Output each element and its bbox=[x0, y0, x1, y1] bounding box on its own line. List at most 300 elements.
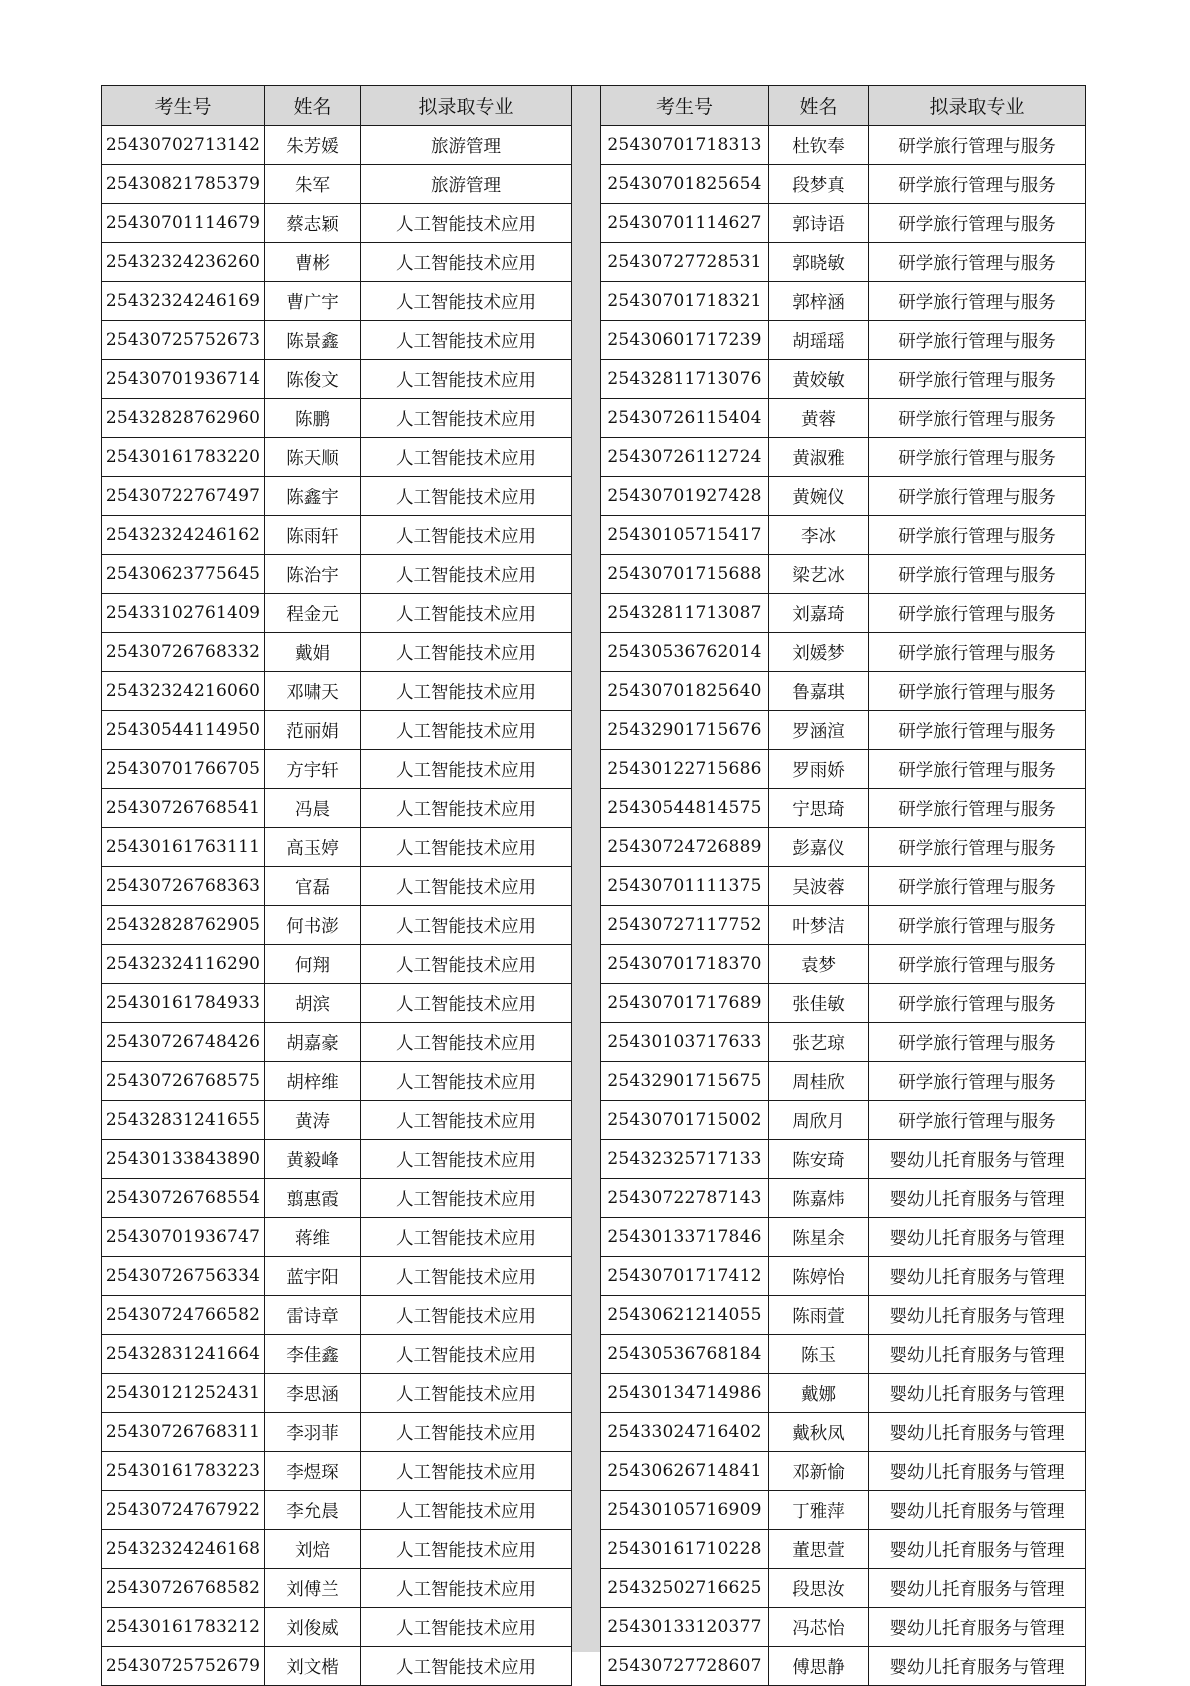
table-row bbox=[102, 1140, 572, 1179]
cell-name: 翦惠霞 bbox=[265, 1179, 361, 1218]
cell-major: 婴幼儿托育服务与管理 bbox=[869, 1530, 1086, 1569]
cell-exam-id: 25430103717633 bbox=[601, 1023, 769, 1062]
cell-exam-id: 25430701717412 bbox=[601, 1257, 769, 1296]
cell-name: 胡梓维 bbox=[265, 1062, 361, 1101]
cell-exam-id: 25430702713142 bbox=[102, 126, 265, 165]
cell-exam-id: 25430701715002 bbox=[601, 1101, 769, 1140]
table-row bbox=[601, 321, 1086, 360]
cell-exam-id: 25430701936747 bbox=[102, 1218, 265, 1257]
cell-exam-id: 25432325717133 bbox=[601, 1140, 769, 1179]
cell-name: 傅思静 bbox=[769, 1647, 869, 1686]
cell-major: 旅游管理 bbox=[361, 126, 572, 165]
cell-name: 何书澎 bbox=[265, 906, 361, 945]
cell-name: 蒋维 bbox=[265, 1218, 361, 1257]
cell-exam-id: 25430726748426 bbox=[102, 1023, 265, 1062]
cell-name: 刘嘉琦 bbox=[769, 594, 869, 633]
cell-major: 研学旅行管理与服务 bbox=[869, 438, 1086, 477]
table-row bbox=[601, 1647, 1086, 1686]
table-row bbox=[601, 1257, 1086, 1296]
cell-name: 蓝宇阳 bbox=[265, 1257, 361, 1296]
table-row bbox=[601, 1335, 1086, 1374]
cell-exam-id: 25430724767922 bbox=[102, 1491, 265, 1530]
cell-name: 丁雅萍 bbox=[769, 1491, 869, 1530]
table-row bbox=[601, 1101, 1086, 1140]
cell-major: 人工智能技术应用 bbox=[361, 1023, 572, 1062]
table-row bbox=[601, 1530, 1086, 1569]
cell-exam-id: 25430727117752 bbox=[601, 906, 769, 945]
table-row bbox=[601, 438, 1086, 477]
table-row bbox=[601, 1218, 1086, 1257]
header-exam-id: 考生号 bbox=[102, 86, 265, 126]
table-row bbox=[102, 1413, 572, 1452]
cell-major: 人工智能技术应用 bbox=[361, 984, 572, 1023]
cell-major: 研学旅行管理与服务 bbox=[869, 867, 1086, 906]
roster-body-right bbox=[601, 126, 1086, 1686]
cell-exam-id: 25430725752679 bbox=[102, 1647, 265, 1686]
cell-name: 胡滨 bbox=[265, 984, 361, 1023]
cell-name: 黄婉仪 bbox=[769, 477, 869, 516]
cell-name: 陈治宇 bbox=[265, 555, 361, 594]
cell-exam-id: 25430727728607 bbox=[601, 1647, 769, 1686]
cell-exam-id: 25430544114950 bbox=[102, 711, 265, 750]
cell-exam-id: 25430161783212 bbox=[102, 1608, 265, 1647]
table-row bbox=[102, 165, 572, 204]
cell-name: 胡嘉豪 bbox=[265, 1023, 361, 1062]
cell-name: 李煜琛 bbox=[265, 1452, 361, 1491]
table-row bbox=[102, 204, 572, 243]
table-row bbox=[601, 828, 1086, 867]
cell-major: 人工智能技术应用 bbox=[361, 1257, 572, 1296]
cell-major: 婴幼儿托育服务与管理 bbox=[869, 1257, 1086, 1296]
cell-name: 官磊 bbox=[265, 867, 361, 906]
cell-major: 人工智能技术应用 bbox=[361, 516, 572, 555]
cell-major: 婴幼儿托育服务与管理 bbox=[869, 1218, 1086, 1257]
cell-major: 研学旅行管理与服务 bbox=[869, 126, 1086, 165]
cell-exam-id: 25430701766705 bbox=[102, 750, 265, 789]
cell-exam-id: 25430726768582 bbox=[102, 1569, 265, 1608]
cell-name: 陈雨萱 bbox=[769, 1296, 869, 1335]
table-row bbox=[601, 165, 1086, 204]
admission-roster bbox=[101, 85, 1086, 1678]
cell-exam-id: 25430726112724 bbox=[601, 438, 769, 477]
cell-exam-id: 25432828762960 bbox=[102, 399, 265, 438]
cell-name: 朱芳媛 bbox=[265, 126, 361, 165]
table-row bbox=[102, 1647, 572, 1686]
cell-exam-id: 25430701718313 bbox=[601, 126, 769, 165]
cell-name: 陈玉 bbox=[769, 1335, 869, 1374]
cell-exam-id: 25430726115404 bbox=[601, 399, 769, 438]
header-name: 姓名 bbox=[769, 86, 869, 126]
table-row bbox=[102, 594, 572, 633]
cell-major: 研学旅行管理与服务 bbox=[869, 477, 1086, 516]
cell-name: 郭晓敏 bbox=[769, 243, 869, 282]
cell-exam-id: 25432324116290 bbox=[102, 945, 265, 984]
cell-exam-id: 25430623775645 bbox=[102, 555, 265, 594]
cell-major: 人工智能技术应用 bbox=[361, 1608, 572, 1647]
cell-exam-id: 25430726768541 bbox=[102, 789, 265, 828]
table-row bbox=[102, 984, 572, 1023]
table-row bbox=[102, 1179, 572, 1218]
cell-name: 戴娜 bbox=[769, 1374, 869, 1413]
table-row bbox=[601, 711, 1086, 750]
cell-exam-id: 25430536762014 bbox=[601, 633, 769, 672]
cell-exam-id: 25430161710228 bbox=[601, 1530, 769, 1569]
cell-name: 冯晨 bbox=[265, 789, 361, 828]
cell-name: 范丽娟 bbox=[265, 711, 361, 750]
cell-exam-id: 25430725752673 bbox=[102, 321, 265, 360]
cell-exam-id: 25432324246169 bbox=[102, 282, 265, 321]
cell-exam-id: 25430621214055 bbox=[601, 1296, 769, 1335]
cell-major: 研学旅行管理与服务 bbox=[869, 594, 1086, 633]
cell-major: 人工智能技术应用 bbox=[361, 1647, 572, 1686]
cell-major: 人工智能技术应用 bbox=[361, 243, 572, 282]
cell-name: 陈雨轩 bbox=[265, 516, 361, 555]
cell-major: 人工智能技术应用 bbox=[361, 1062, 572, 1101]
cell-major: 人工智能技术应用 bbox=[361, 1101, 572, 1140]
table-row bbox=[102, 906, 572, 945]
cell-exam-id: 25430536768184 bbox=[601, 1335, 769, 1374]
table-row bbox=[601, 867, 1086, 906]
cell-name: 吴波蓉 bbox=[769, 867, 869, 906]
cell-name: 胡瑶瑶 bbox=[769, 321, 869, 360]
table-row bbox=[601, 516, 1086, 555]
table-row bbox=[601, 789, 1086, 828]
cell-exam-id: 25432324236260 bbox=[102, 243, 265, 282]
cell-name: 刘文楷 bbox=[265, 1647, 361, 1686]
cell-exam-id: 25432831241664 bbox=[102, 1335, 265, 1374]
cell-major: 研学旅行管理与服务 bbox=[869, 1062, 1086, 1101]
table-row bbox=[102, 282, 572, 321]
table-row bbox=[601, 1296, 1086, 1335]
table-row bbox=[601, 360, 1086, 399]
cell-major: 人工智能技术应用 bbox=[361, 399, 572, 438]
table-row bbox=[601, 1179, 1086, 1218]
cell-exam-id: 25432502716625 bbox=[601, 1569, 769, 1608]
table-row bbox=[102, 1062, 572, 1101]
table-row bbox=[601, 945, 1086, 984]
cell-name: 戴秋凤 bbox=[769, 1413, 869, 1452]
cell-name: 陈天顺 bbox=[265, 438, 361, 477]
table-row bbox=[601, 1608, 1086, 1647]
table-row bbox=[102, 516, 572, 555]
cell-exam-id: 25430821785379 bbox=[102, 165, 265, 204]
cell-exam-id: 25432828762905 bbox=[102, 906, 265, 945]
cell-name: 陈鑫宇 bbox=[265, 477, 361, 516]
table-row bbox=[102, 360, 572, 399]
cell-name: 杜钦奉 bbox=[769, 126, 869, 165]
cell-major: 人工智能技术应用 bbox=[361, 1569, 572, 1608]
cell-name: 鲁嘉琪 bbox=[769, 672, 869, 711]
cell-major: 人工智能技术应用 bbox=[361, 1374, 572, 1413]
cell-exam-id: 25430133120377 bbox=[601, 1608, 769, 1647]
cell-major: 人工智能技术应用 bbox=[361, 828, 572, 867]
table-row bbox=[601, 1062, 1086, 1101]
cell-name: 陈星余 bbox=[769, 1218, 869, 1257]
cell-exam-id: 25430701718370 bbox=[601, 945, 769, 984]
table-row bbox=[102, 867, 572, 906]
cell-name: 黄涛 bbox=[265, 1101, 361, 1140]
cell-exam-id: 25430726768332 bbox=[102, 633, 265, 672]
table-row bbox=[601, 555, 1086, 594]
column-gap bbox=[572, 85, 600, 1652]
cell-exam-id: 25430722767497 bbox=[102, 477, 265, 516]
cell-name: 程金元 bbox=[265, 594, 361, 633]
cell-major: 人工智能技术应用 bbox=[361, 321, 572, 360]
cell-name: 刘傅兰 bbox=[265, 1569, 361, 1608]
cell-exam-id: 25432324246168 bbox=[102, 1530, 265, 1569]
cell-exam-id: 25430161763111 bbox=[102, 828, 265, 867]
table-row bbox=[102, 711, 572, 750]
cell-name: 邓啸天 bbox=[265, 672, 361, 711]
cell-exam-id: 25430161784933 bbox=[102, 984, 265, 1023]
cell-major: 研学旅行管理与服务 bbox=[869, 711, 1086, 750]
cell-exam-id: 25432901715676 bbox=[601, 711, 769, 750]
cell-major: 人工智能技术应用 bbox=[361, 1179, 572, 1218]
table-row bbox=[102, 1218, 572, 1257]
cell-major: 研学旅行管理与服务 bbox=[869, 1023, 1086, 1062]
cell-name: 方宇轩 bbox=[265, 750, 361, 789]
cell-name: 郭梓涵 bbox=[769, 282, 869, 321]
cell-exam-id: 25430724766582 bbox=[102, 1296, 265, 1335]
cell-major: 婴幼儿托育服务与管理 bbox=[869, 1452, 1086, 1491]
header-exam-id: 考生号 bbox=[601, 86, 769, 126]
cell-major: 研学旅行管理与服务 bbox=[869, 321, 1086, 360]
cell-exam-id: 25432324216060 bbox=[102, 672, 265, 711]
cell-exam-id: 25432811713087 bbox=[601, 594, 769, 633]
cell-name: 高玉婷 bbox=[265, 828, 361, 867]
table-row bbox=[102, 1608, 572, 1647]
table-row bbox=[102, 243, 572, 282]
table-row bbox=[102, 828, 572, 867]
cell-exam-id: 25430722787143 bbox=[601, 1179, 769, 1218]
cell-name: 曹彬 bbox=[265, 243, 361, 282]
cell-major: 研学旅行管理与服务 bbox=[869, 516, 1086, 555]
cell-exam-id: 25430161783220 bbox=[102, 438, 265, 477]
table-row bbox=[601, 243, 1086, 282]
cell-name: 冯芯怡 bbox=[769, 1608, 869, 1647]
cell-major: 研学旅行管理与服务 bbox=[869, 984, 1086, 1023]
cell-exam-id: 25430701111375 bbox=[601, 867, 769, 906]
table-row bbox=[601, 594, 1086, 633]
cell-name: 段思汝 bbox=[769, 1569, 869, 1608]
cell-major: 人工智能技术应用 bbox=[361, 1296, 572, 1335]
table-row bbox=[102, 555, 572, 594]
cell-major: 研学旅行管理与服务 bbox=[869, 828, 1086, 867]
cell-exam-id: 25430626714841 bbox=[601, 1452, 769, 1491]
cell-exam-id: 25430105715417 bbox=[601, 516, 769, 555]
cell-major: 婴幼儿托育服务与管理 bbox=[869, 1413, 1086, 1452]
cell-name: 郭诗语 bbox=[769, 204, 869, 243]
cell-exam-id: 25430134714986 bbox=[601, 1374, 769, 1413]
cell-exam-id: 25430726768311 bbox=[102, 1413, 265, 1452]
cell-major: 婴幼儿托育服务与管理 bbox=[869, 1569, 1086, 1608]
cell-name: 张佳敏 bbox=[769, 984, 869, 1023]
cell-name: 何翔 bbox=[265, 945, 361, 984]
table-row bbox=[102, 126, 572, 165]
cell-major: 人工智能技术应用 bbox=[361, 204, 572, 243]
cell-major: 婴幼儿托育服务与管理 bbox=[869, 1374, 1086, 1413]
table-row bbox=[601, 1452, 1086, 1491]
cell-name: 黄淑雅 bbox=[769, 438, 869, 477]
cell-name: 李羽菲 bbox=[265, 1413, 361, 1452]
table-row bbox=[102, 672, 572, 711]
cell-name: 袁梦 bbox=[769, 945, 869, 984]
cell-major: 婴幼儿托育服务与管理 bbox=[869, 1296, 1086, 1335]
cell-major: 人工智能技术应用 bbox=[361, 594, 572, 633]
cell-exam-id: 25430701825640 bbox=[601, 672, 769, 711]
cell-exam-id: 25433024716402 bbox=[601, 1413, 769, 1452]
cell-name: 黄毅峰 bbox=[265, 1140, 361, 1179]
header-row bbox=[601, 86, 1086, 126]
table-row bbox=[601, 750, 1086, 789]
cell-exam-id: 25430701927428 bbox=[601, 477, 769, 516]
table-row bbox=[102, 789, 572, 828]
cell-name: 曹广宇 bbox=[265, 282, 361, 321]
cell-major: 研学旅行管理与服务 bbox=[869, 555, 1086, 594]
cell-exam-id: 25430121252431 bbox=[102, 1374, 265, 1413]
cell-exam-id: 25430727728531 bbox=[601, 243, 769, 282]
cell-exam-id: 25432901715675 bbox=[601, 1062, 769, 1101]
table-row bbox=[102, 399, 572, 438]
cell-major: 人工智能技术应用 bbox=[361, 867, 572, 906]
cell-name: 黄姣敏 bbox=[769, 360, 869, 399]
cell-exam-id: 25430701936714 bbox=[102, 360, 265, 399]
table-row bbox=[102, 633, 572, 672]
cell-exam-id: 25432831241655 bbox=[102, 1101, 265, 1140]
cell-major: 人工智能技术应用 bbox=[361, 360, 572, 399]
cell-major: 人工智能技术应用 bbox=[361, 633, 572, 672]
cell-major: 婴幼儿托育服务与管理 bbox=[869, 1140, 1086, 1179]
cell-exam-id: 25430133717846 bbox=[601, 1218, 769, 1257]
cell-name: 陈俊文 bbox=[265, 360, 361, 399]
header-name: 姓名 bbox=[265, 86, 361, 126]
cell-major: 人工智能技术应用 bbox=[361, 1335, 572, 1374]
table-row bbox=[601, 1374, 1086, 1413]
cell-major: 婴幼儿托育服务与管理 bbox=[869, 1491, 1086, 1530]
table-row bbox=[102, 1023, 572, 1062]
cell-name: 朱军 bbox=[265, 165, 361, 204]
cell-major: 人工智能技术应用 bbox=[361, 1218, 572, 1257]
cell-name: 段梦真 bbox=[769, 165, 869, 204]
cell-exam-id: 25430726756334 bbox=[102, 1257, 265, 1296]
cell-name: 李允晨 bbox=[265, 1491, 361, 1530]
cell-name: 梁艺冰 bbox=[769, 555, 869, 594]
cell-major: 研学旅行管理与服务 bbox=[869, 906, 1086, 945]
cell-name: 刘焙 bbox=[265, 1530, 361, 1569]
cell-major: 人工智能技术应用 bbox=[361, 945, 572, 984]
table-row bbox=[601, 204, 1086, 243]
table-row bbox=[601, 672, 1086, 711]
cell-name: 李佳鑫 bbox=[265, 1335, 361, 1374]
cell-major: 人工智能技术应用 bbox=[361, 555, 572, 594]
cell-major: 研学旅行管理与服务 bbox=[869, 360, 1086, 399]
cell-exam-id: 25430544814575 bbox=[601, 789, 769, 828]
cell-major: 人工智能技术应用 bbox=[361, 711, 572, 750]
cell-major: 人工智能技术应用 bbox=[361, 1452, 572, 1491]
cell-name: 陈安琦 bbox=[769, 1140, 869, 1179]
cell-name: 雷诗章 bbox=[265, 1296, 361, 1335]
cell-major: 人工智能技术应用 bbox=[361, 1140, 572, 1179]
table-row bbox=[102, 750, 572, 789]
cell-major: 人工智能技术应用 bbox=[361, 477, 572, 516]
cell-major: 研学旅行管理与服务 bbox=[869, 165, 1086, 204]
cell-name: 刘媛梦 bbox=[769, 633, 869, 672]
cell-name: 陈嘉炜 bbox=[769, 1179, 869, 1218]
table-row bbox=[601, 1569, 1086, 1608]
roster-table-right bbox=[600, 85, 1086, 1686]
cell-name: 周桂欣 bbox=[769, 1062, 869, 1101]
table-row bbox=[102, 1296, 572, 1335]
table-row bbox=[601, 282, 1086, 321]
cell-exam-id: 25430726768363 bbox=[102, 867, 265, 906]
cell-exam-id: 25430133843890 bbox=[102, 1140, 265, 1179]
cell-major: 研学旅行管理与服务 bbox=[869, 243, 1086, 282]
header-major: 拟录取专业 bbox=[869, 86, 1086, 126]
cell-name: 李思涵 bbox=[265, 1374, 361, 1413]
cell-exam-id: 25430701114627 bbox=[601, 204, 769, 243]
table-row bbox=[601, 1023, 1086, 1062]
cell-exam-id: 25430726768554 bbox=[102, 1179, 265, 1218]
cell-major: 研学旅行管理与服务 bbox=[869, 633, 1086, 672]
roster-body-left bbox=[102, 126, 572, 1686]
cell-name: 邓新愉 bbox=[769, 1452, 869, 1491]
cell-major: 人工智能技术应用 bbox=[361, 750, 572, 789]
cell-major: 婴幼儿托育服务与管理 bbox=[869, 1179, 1086, 1218]
table-row bbox=[102, 1452, 572, 1491]
table-row bbox=[601, 477, 1086, 516]
cell-name: 陈婷怡 bbox=[769, 1257, 869, 1296]
cell-major: 人工智能技术应用 bbox=[361, 282, 572, 321]
cell-exam-id: 25430601717239 bbox=[601, 321, 769, 360]
cell-major: 人工智能技术应用 bbox=[361, 1413, 572, 1452]
table-row bbox=[601, 906, 1086, 945]
table-row bbox=[601, 399, 1086, 438]
cell-name: 罗涵渲 bbox=[769, 711, 869, 750]
header-major: 拟录取专业 bbox=[361, 86, 572, 126]
cell-name: 李冰 bbox=[769, 516, 869, 555]
cell-exam-id: 25433102761409 bbox=[102, 594, 265, 633]
cell-name: 董思萱 bbox=[769, 1530, 869, 1569]
cell-exam-id: 25430122715686 bbox=[601, 750, 769, 789]
table-row bbox=[102, 1335, 572, 1374]
table-row bbox=[102, 1491, 572, 1530]
cell-major: 研学旅行管理与服务 bbox=[869, 1101, 1086, 1140]
cell-major: 人工智能技术应用 bbox=[361, 672, 572, 711]
cell-major: 人工智能技术应用 bbox=[361, 906, 572, 945]
cell-name: 陈景鑫 bbox=[265, 321, 361, 360]
cell-exam-id: 25432811713076 bbox=[601, 360, 769, 399]
cell-exam-id: 25430701825654 bbox=[601, 165, 769, 204]
table-row bbox=[601, 984, 1086, 1023]
table-row bbox=[102, 438, 572, 477]
cell-exam-id: 25430701717689 bbox=[601, 984, 769, 1023]
cell-exam-id: 25432324246162 bbox=[102, 516, 265, 555]
cell-major: 婴幼儿托育服务与管理 bbox=[869, 1608, 1086, 1647]
cell-major: 研学旅行管理与服务 bbox=[869, 672, 1086, 711]
table-row bbox=[102, 945, 572, 984]
table-row bbox=[102, 321, 572, 360]
cell-exam-id: 25430726768575 bbox=[102, 1062, 265, 1101]
cell-name: 周欣月 bbox=[769, 1101, 869, 1140]
cell-name: 宁思琦 bbox=[769, 789, 869, 828]
cell-major: 人工智能技术应用 bbox=[361, 1530, 572, 1569]
cell-exam-id: 25430701114679 bbox=[102, 204, 265, 243]
table-row bbox=[102, 1530, 572, 1569]
cell-name: 彭嘉仪 bbox=[769, 828, 869, 867]
table-row bbox=[601, 1413, 1086, 1452]
cell-name: 刘俊威 bbox=[265, 1608, 361, 1647]
table-row bbox=[601, 1491, 1086, 1530]
